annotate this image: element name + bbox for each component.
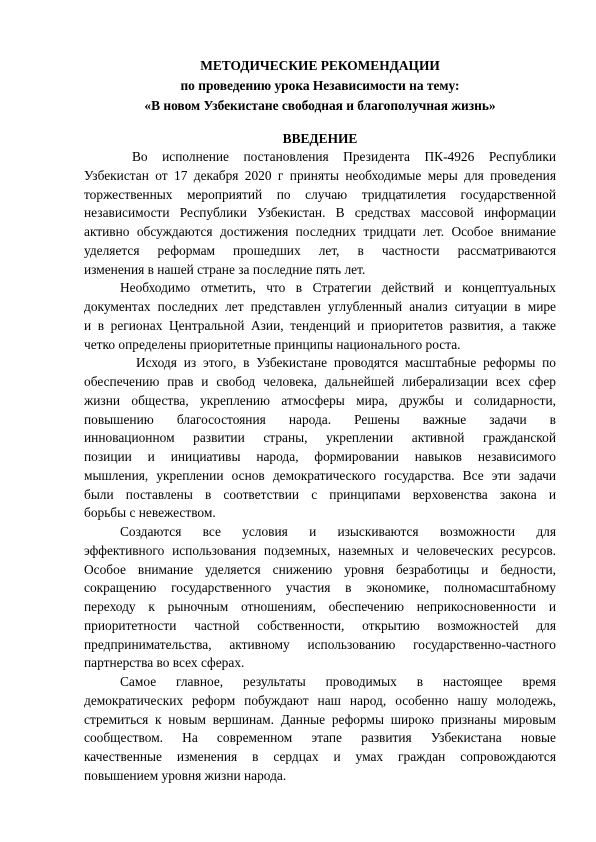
paragraph-line: качественные изменения в сердцах и умах граждан сопровождаются — [84, 749, 556, 764]
paragraph-line: Необходимо отметить, что в Стратегии действий и концептуальных — [120, 280, 556, 296]
paragraph-line: жизни общества, укреплению атмосферы мира, дружбы и солидарности, — [84, 392, 556, 408]
paragraph-line: эффективного использования подземных, наземных и человеческих ресурсов. — [84, 542, 556, 558]
paragraph-line: сообществом. На современном этапе развития Узбекистана новые — [84, 730, 556, 746]
paragraph-line: Создаются все условия и изыскиваются возможности для — [120, 524, 556, 539]
section-heading: ВВЕДЕНИЕ — [282, 131, 358, 146]
paragraph-line: обеспечению прав и свобод человека, дальнейшей либерализации всех сфер — [84, 374, 556, 389]
paragraph-line: мышления, укреплении основ демократического государства. Все эти задачи — [84, 467, 556, 483]
paragraph-line: борьбы с невежеством. — [84, 505, 216, 521]
paragraph-line: Особое внимание уделяется снижению уровня безработицы и бедности, — [84, 561, 556, 577]
paragraph-line: предпринимательства, активному использованию государственно-частного — [84, 636, 556, 652]
title-line-1: МЕТОДИЧЕСКИЕ РЕКОМЕНДАЦИИ — [200, 58, 440, 73]
paragraph-line: были поставлены в соответствии с принципами верховенства закона и — [84, 486, 556, 502]
paragraph-line: партнерства во всех сферах. — [84, 655, 245, 671]
paragraph-line: приоритетности частной собственности, открытию возможностей для — [84, 617, 556, 633]
paragraph-line: активно обсуждаются достижения последних тридцати лет. Особое внимание — [84, 224, 556, 239]
paragraph-line: независимости Республики Узбекистан. В средствах массовой информации — [84, 205, 556, 221]
document-title — [84, 56, 556, 116]
paragraph-line: торжественных мероприятий по случаю тридцатилетия государственной — [84, 186, 556, 202]
title-line-2: по проведению урока Независимости на тему: — [180, 78, 460, 93]
paragraph-line: Исходя из этого, в Узбекистане проводятся масштабные реформы по — [136, 355, 556, 371]
paragraph-line: позиции и инициативы народа, формировании навыков независимого — [84, 449, 556, 464]
paragraph-line: сокращению государственного участия в экономике, полномасштабному — [84, 580, 556, 596]
paragraph-line: демократических реформ побуждают наш народ, особенно нашу молодежь, — [84, 692, 556, 708]
paragraph-line: переходу к рыночным отношениям, обеспечению неприкосновенности и — [84, 599, 556, 614]
paragraph-line: уделяется реформам прошедших лет, в частности рассматриваются — [84, 242, 556, 258]
paragraph-line: документах последних лет представлен углубленный анализ ситуации в мире — [84, 299, 556, 314]
paragraph-line: Во исполнение постановления Президента ПК-4926 Республики — [132, 149, 556, 164]
paragraph-line: инновационном развитии страны, укреплении активной гражданской — [84, 430, 556, 446]
paragraph-line: повышением уровня жизни народа. — [84, 767, 287, 783]
paragraph-line: четко определены приоритетные принципы национального роста. — [84, 336, 461, 352]
paragraph-line: Самое главное, результаты проводимых в настоящее время — [120, 674, 556, 689]
paragraph-line: стремиться к новым вершинам. Данные реформы широко признаны мировым — [84, 711, 556, 727]
title-line-3: «В новом Узбекистане свободная и благополучная жизнь» — [144, 98, 496, 113]
paragraph-line: и в регионах Центральной Азии, тенденций и приоритетов развития, а также — [84, 317, 556, 333]
paragraph-line: Узбекистан от 17 декабря 2020 г приняты необходимые меры для проведения — [84, 167, 556, 183]
paragraph-line: повышению благосостояния народа. Решены важные задачи в — [84, 411, 556, 427]
paragraph-line: изменения в нашей стране за последние пять лет. — [84, 261, 366, 277]
body-text — [84, 148, 556, 786]
